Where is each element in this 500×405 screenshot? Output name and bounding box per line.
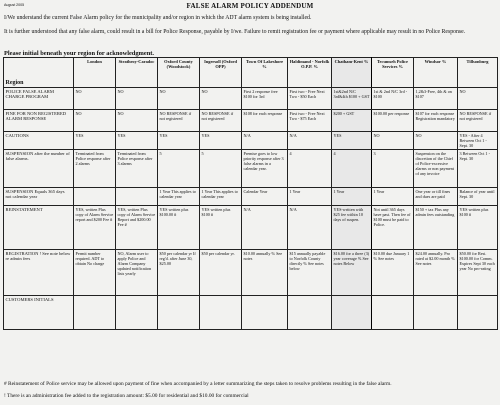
table-cell: $16.00 for a three (3) year coverage % See notes Below [332, 250, 372, 296]
table-cell: YES [332, 132, 372, 150]
table-cell: 1 Year This applies to calendar year [158, 188, 200, 206]
acknowledgment-paragraph: I/We understand the current False Alarm policy for the municipality and/or region in which the ADT alarm system is being installed. [4, 15, 312, 21]
initials-cell[interactable] [332, 296, 372, 330]
column-header: London [74, 58, 116, 88]
table-cell [74, 188, 116, 206]
table-cell: NO [372, 132, 414, 150]
table-cell: $50 per calendar yr. [200, 250, 242, 296]
row-label: REGISTRATION ! See note below re admin fees [4, 250, 74, 296]
column-header: Ingersoll (Oxford OPP) [200, 58, 242, 88]
initials-cell[interactable] [288, 296, 332, 330]
table-cell: 1 Year This applies to calendar year [200, 188, 242, 206]
table-cell [116, 188, 158, 206]
table-cell: One year or till fines and dues are paid [414, 188, 458, 206]
table-cell: YES [158, 132, 200, 150]
initials-cell[interactable] [200, 296, 242, 330]
table-cell: $108 for each response [242, 110, 288, 132]
table-cell: NO [74, 110, 116, 132]
table-row [4, 110, 498, 132]
table-cell: 4 [332, 150, 372, 188]
initials-cell[interactable] [116, 296, 158, 330]
table-cell: 5 [158, 150, 200, 188]
document-date: August 2005 [4, 3, 25, 7]
table-cell: Suspension on the discretion of the Chief of Police-excessive alarms or non payment of any invoice [414, 150, 458, 188]
table-cell: N/A [242, 206, 288, 250]
row-label: FINE FOR NON REGISTERED ALARM RESPONSE [4, 110, 74, 132]
table-cell: YES, written Plus copy of Alarm Service report and $200 Fee # [74, 206, 116, 250]
table-cell: NO [116, 110, 158, 132]
row-label: CAUTIONS [4, 132, 74, 150]
table-cell: Premise goes to low priority response after 3 false alarms in a calendar year. [242, 150, 288, 188]
column-header: Region [4, 58, 74, 88]
initials-cell[interactable] [74, 296, 116, 330]
table-cell: NO [158, 88, 200, 110]
table-header-row [4, 58, 498, 88]
table-cell: $15 annually payable to Norfolk County directly % See notes below [288, 250, 332, 296]
reinstatement-footnote: # Reinstatement of Police service may be allowed upon payment of fine when accompanied by a letter summarizing the steps taken to resolve problems resulting in the false alarm. [4, 381, 392, 387]
table-cell: $200 + GST [332, 110, 372, 132]
table-cell: NO RESPONSE if not registered [200, 110, 242, 132]
table-row [4, 188, 498, 206]
table-cell: 3 Between Oct 1 - Sept. 30 [458, 150, 498, 188]
table-cell: YES-written with $25 fee within 10 days of suspen. [332, 206, 372, 250]
table-cell: YES [200, 132, 242, 150]
policy-table [3, 57, 498, 330]
table-cell: 5 [200, 150, 242, 188]
table-cell: Terminated from Police response after 3 alarms [116, 150, 158, 188]
initial-instruction: Please initial beneath your region for acknowledgment. [4, 50, 154, 57]
table-cell: N/A [288, 132, 332, 150]
table-row [4, 132, 498, 150]
table-cell: NO, Alarm user to apply Police and Alarm Company updated notification lists yearly [116, 250, 158, 296]
table-cell: 3 [372, 150, 414, 188]
initials-cell[interactable] [372, 296, 414, 330]
column-header: Oxford County (Woodstock) [158, 58, 200, 88]
table-cell: $50.00 for Resi. $100.00 for Comm. Expires Sept 30 each year No pro-rating [458, 250, 498, 296]
row-label: POLICE FALSE ALARM CHARGE PROGRAM [4, 88, 74, 110]
table-cell: Calendar Year [242, 188, 288, 206]
table-row [4, 250, 498, 296]
table-cell: YES [116, 132, 158, 150]
table-cell: 1 Year [288, 188, 332, 206]
document-title: FALSE ALARM POLICY ADDENDUM [186, 2, 314, 10]
table-cell: 1 Year [372, 188, 414, 206]
initials-cell[interactable] [158, 296, 200, 330]
table-row [4, 88, 498, 110]
table-cell: YES - After 4 Between Oct 1 - Sept. 30 [458, 132, 498, 150]
table-cell: YES written plus $100 # [200, 206, 242, 250]
row-label: CUSTOMERS INITIALS [4, 296, 74, 330]
table-row [4, 296, 498, 330]
table-cell: YES written plus $100.00 # [158, 206, 200, 250]
column-header: Town Of Lakeshore % [242, 58, 288, 88]
table-cell: $107 for each response Registration mandatory [414, 110, 458, 132]
initials-cell[interactable] [242, 296, 288, 330]
column-header: Strathroy-Caradoc [116, 58, 158, 88]
table-cell: NO RESPONSE if not registered [158, 110, 200, 132]
row-label: REINSTATEMENT [4, 206, 74, 250]
table-cell: Not until 365 days have past. Then fee of $100 must be paid to Police. [372, 206, 414, 250]
column-header: Chatham-Kent % [332, 58, 372, 88]
table-row [4, 150, 498, 188]
column-header: Tecumseh Police Services % [372, 58, 414, 88]
table-cell: NO [414, 132, 458, 150]
row-label: SUSPENSION after the number of false alarms. [4, 150, 74, 188]
table-cell: NO [74, 88, 116, 110]
initials-cell[interactable] [458, 296, 498, 330]
table-cell: $24.00 annually. Pro rated at $2.00 month % See notes [414, 250, 458, 296]
table-body [4, 88, 498, 330]
table-cell: Terminated from Police response after 2 alarms [74, 150, 116, 188]
table-cell: Balance of year until Sept. 30 [458, 188, 498, 206]
table-cell: First two - Free Next Two - $75 Each [288, 110, 332, 132]
table-cell: YES [74, 132, 116, 150]
table-cell: 1 Year [332, 188, 372, 206]
table-cell: N/A [242, 132, 288, 150]
row-label: SUSPENSION Equals 365 days not calendar year [4, 188, 74, 206]
table-cell: First two - Free Next Two - $50 Each [288, 88, 332, 110]
table-cell: YES, written Plus copy of Alarm Service Report and $200.00 Fee # [116, 206, 158, 250]
table-cell: NO [200, 88, 242, 110]
table-cell: NO RESPONSE if not registered [458, 110, 498, 132]
table-cell: 1st & 2nd N/C 3rd - $100 [372, 88, 414, 110]
table-row [4, 206, 498, 250]
table-cell: $100.00 per response [372, 110, 414, 132]
table-cell: NO [116, 88, 158, 110]
table-cell: 1,2&3-Free, 4th & on $107 [414, 88, 458, 110]
table-cell: Permit number required. ADT to obtain No charge [74, 250, 116, 296]
table-cell: 4 [288, 150, 332, 188]
initials-cell[interactable] [414, 296, 458, 330]
column-header: Tillsonburg [458, 58, 498, 88]
table-cell: N/A [288, 206, 332, 250]
table-cell: 1st&2nd N/C 3rd&4th $100 + GST [332, 88, 372, 110]
column-header: Haldimand - Norfolk O.P.P. % [288, 58, 332, 88]
table-cell: $10.00 annually % See notes [242, 250, 288, 296]
table-cell: $150 + tax Plus any admin fees outstanding [414, 206, 458, 250]
admin-fee-footnote: ! There is an administration fee added to the registration amount: $5.00 for residential and $10.00 for commercial [4, 393, 249, 399]
table-cell: $10.00 due January 1 % See notes [372, 250, 414, 296]
table-cell: NO [458, 88, 498, 110]
table-cell: $50 per calendar yr If reg'd. after June 30, $25.00 [158, 250, 200, 296]
table-cell: First 2 response free $100 for 3rd [242, 88, 288, 110]
column-header: Windsor % [414, 58, 458, 88]
billing-paragraph: It is further understood that any false alarm, could result in a bill for Police Response, payable by I/we. Failure to remit registration fee or payment where applicable may result in no Police Response. [4, 29, 466, 35]
table-cell: YES written plus $100 # [458, 206, 498, 250]
